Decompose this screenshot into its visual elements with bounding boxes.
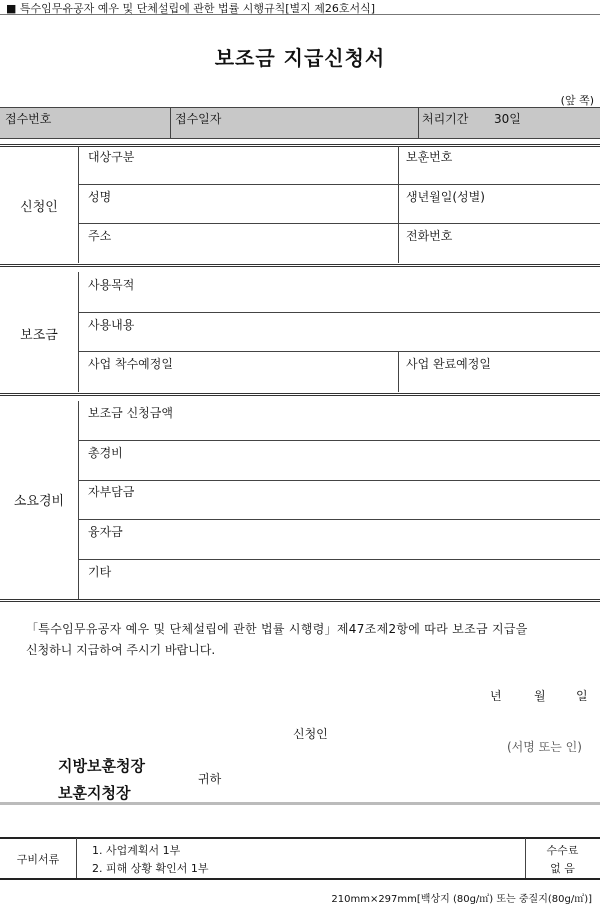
row-line (78, 519, 600, 520)
section-divider (78, 272, 79, 392)
target-category-field[interactable]: 대상구분 (88, 150, 135, 164)
fee-label: 수수료 (546, 844, 579, 857)
reception-number-label: 접수번호 (5, 112, 52, 126)
attachments-label: 구비서류 (16, 853, 60, 866)
reception-date-label: 접수일자 (175, 112, 222, 126)
row-line (78, 223, 600, 224)
row-line (78, 440, 600, 441)
end-date-field[interactable]: 사업 완료예정일 (406, 357, 491, 371)
requested-amount-field[interactable]: 보조금 신청금액 (88, 406, 173, 420)
row-line (78, 312, 600, 313)
attachment-item: 2. 피해 상황 확인서 1부 (92, 862, 209, 875)
row-line (78, 480, 600, 481)
fee-value: 없 음 (550, 862, 575, 875)
statement-line-1: 「특수임무유공자 예우 및 단체설립에 관한 법률 시행령」제47조제2항에 따라 보조금 지급을 (26, 622, 528, 636)
section-divider (78, 401, 79, 599)
subsidy-section-label: 보조금 (20, 328, 58, 343)
row-line (78, 559, 600, 560)
usage-purpose-field[interactable]: 사용목적 (88, 278, 135, 292)
row-line (78, 351, 600, 352)
section-border (0, 599, 600, 602)
expenses-section-label: 소요경비 (13, 494, 65, 509)
total-cost-field[interactable]: 총경비 (88, 446, 123, 460)
recipient-honorific: 귀하 (198, 772, 222, 786)
usage-content-field[interactable]: 사용내용 (88, 318, 135, 332)
section-border (0, 393, 600, 396)
row-line (78, 184, 600, 185)
self-funding-field[interactable]: 자부담금 (88, 485, 135, 499)
recipient-branch-office: 보훈지청장 (58, 784, 131, 802)
column-divider (398, 146, 399, 263)
attachments-box-bottom (0, 878, 600, 880)
veteran-number-field[interactable]: 보훈번호 (406, 150, 453, 164)
date-month[interactable]: 월 (534, 689, 546, 703)
form-title: 보조금 지급신청서 (214, 46, 386, 70)
legal-basis: ■ 특수임무유공자 예우 및 단체설립에 관한 법률 시행규칙[별지 제26호서식] (6, 2, 376, 15)
attachments-divider (76, 838, 77, 878)
other-field[interactable]: 기타 (88, 565, 112, 579)
date-day[interactable]: 일 (576, 689, 588, 703)
section-border (0, 264, 600, 267)
attachment-item: 1. 사업계획서 1부 (92, 844, 181, 857)
column-divider (398, 351, 399, 392)
phone-field[interactable]: 전화번호 (406, 229, 453, 243)
signature-label: 신청인 (293, 727, 328, 741)
page-side-note: (앞 쪽) (560, 94, 594, 107)
header-divider (0, 14, 600, 15)
processing-period-label: 처리기간 (422, 112, 469, 126)
statement-line-2: 신청하니 지급하여 주시기 바랍니다. (26, 643, 216, 657)
birthdate-gender-field[interactable]: 생년월일(성별) (406, 190, 485, 204)
processing-period-value: 30일 (494, 112, 521, 126)
section-divider (78, 146, 79, 263)
section-border (0, 144, 600, 147)
start-date-field[interactable]: 사업 착수예정일 (88, 357, 173, 371)
loan-field[interactable]: 융자금 (88, 525, 123, 539)
paper-spec: 210mm×297mm[백상지 (80g/㎡) 또는 중질지(80g/㎡)] (331, 894, 592, 905)
attachments-top-border (0, 802, 600, 805)
reception-divider (418, 107, 419, 138)
name-field[interactable]: 성명 (88, 190, 112, 204)
signature-hint[interactable]: (서명 또는 인) (507, 740, 582, 754)
address-field[interactable]: 주소 (88, 229, 112, 243)
attachments-box-top (0, 837, 600, 839)
recipient-regional-office: 지방보훈청장 (58, 757, 145, 775)
reception-divider (170, 107, 171, 138)
date-year[interactable]: 년 (490, 689, 502, 703)
applicant-section-label: 신청인 (20, 200, 58, 215)
